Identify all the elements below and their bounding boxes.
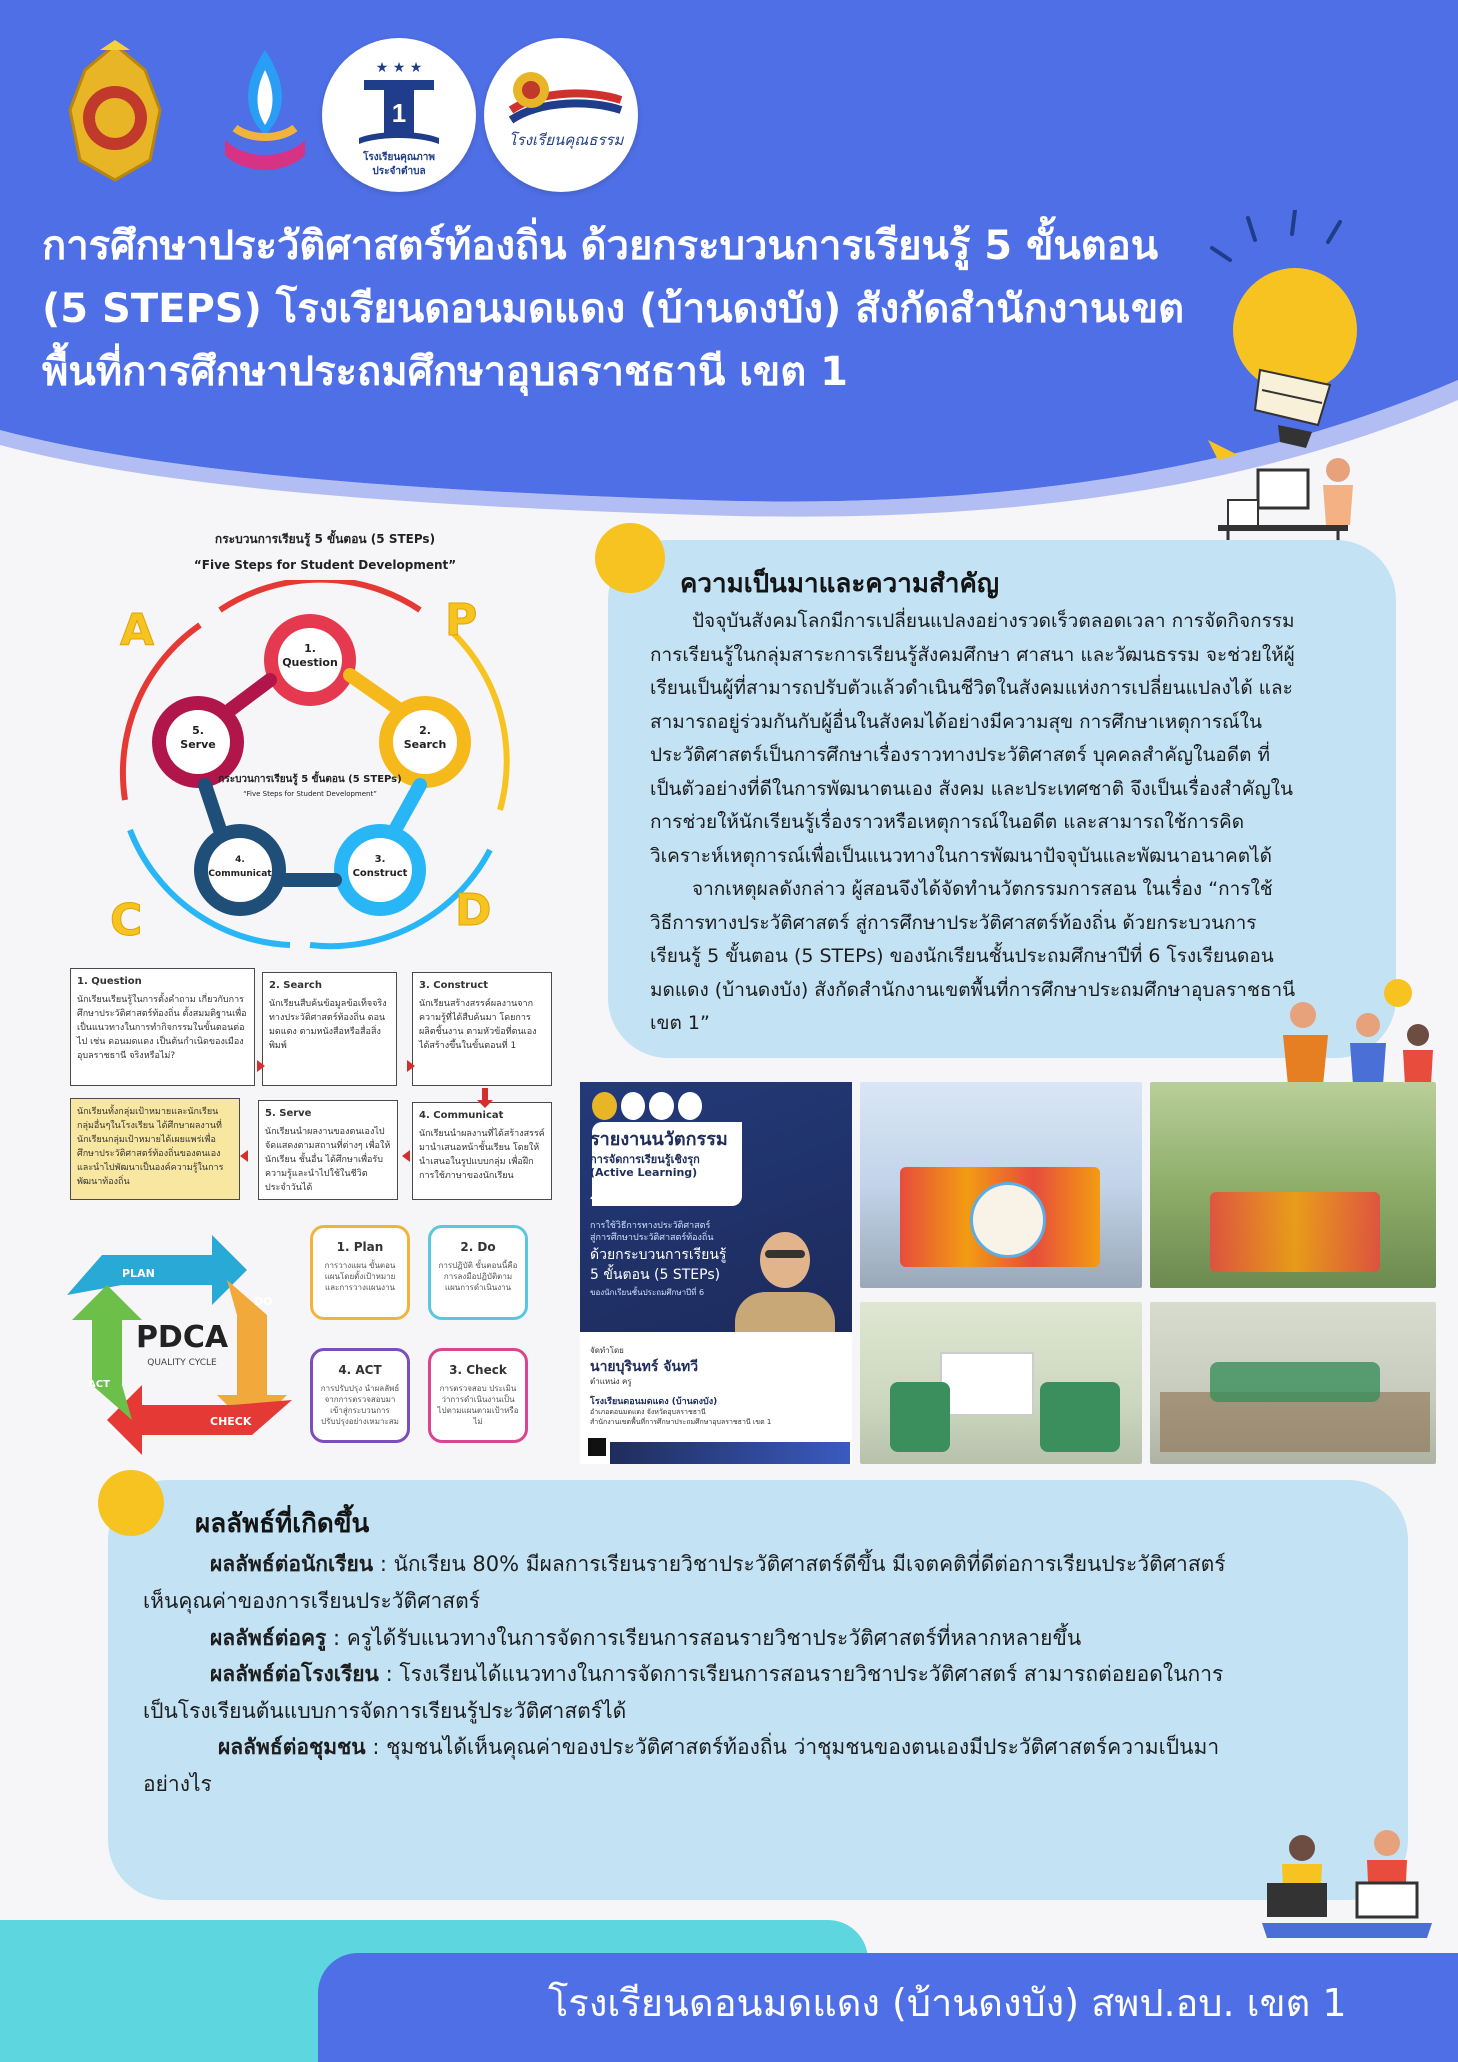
report-desc5: ของนักเรียนชั้นประถมศึกษาปีที่ 6 (590, 1288, 705, 1297)
background-line: การเรียนรู้ในกลุ่มสาระการเรียนรู้สังคมศึกษา ศาสนา และวัฒนธรรม จะช่วยให้ผู้ (650, 643, 1295, 666)
report-subject: รายวิชาประวัติศาสตร์ (590, 1193, 694, 1206)
background-line: ประวัติศาสตร์เป็นการศึกษาเรื่องราวทางประวัติศาสตร์ บุคคลสำคัญในอดีต ที่ (650, 744, 1271, 766)
pdca-brand-sub: QUALITY CYCLE (147, 1358, 217, 1368)
step-box-serve: 5. Serve นักเรียนนำผลงานของตนเองไปจัดแสดงตามสถานที่ต่างๆ เพื่อให้นักเรียน ชั้นอื่น ได้ศึกษาเพื่อรับความรู้และนำไปใช้ในชีวิตประจำวันได้ (258, 1100, 398, 1200)
cycle-center-subtitle: “Five Steps for Student Development” (243, 790, 377, 798)
quality-school-logo-icon (322, 38, 476, 192)
background-line: เรียนเป็นผู้ที่สามารถปรับตัวแล้วดำเนินชีวิตในสังคมแห่งการเปลี่ยนแปลงได้ และ (650, 677, 1293, 699)
background-line: การช่วยให้นักเรียนรู้เรื่องราวหรือเหตุการณ์ในอดีต และสามารถใช้การคิด (650, 811, 1245, 833)
students-laptop-illustration (1262, 1828, 1432, 1938)
qr-code-icon (588, 1438, 606, 1456)
result-teacher-line1: ผลลัพธ์ต่อครู : ครูได้รับแนวทางในการจัดการเรียนการสอนรายวิชาประวัติศาสตร์ที่หลากหลายขึ้น (210, 1626, 1082, 1650)
activity-photo-4 (1150, 1302, 1436, 1464)
step-box-outcome: นักเรียนทั้งกลุ่มเป้าหมายและนักเรียนกลุ่มอื่นๆในโรงเรียน ได้ศึกษาผลงานที่นักเรียนกลุ่มเป้าหมายได้เผยแพร่เพื่อศึกษาประวัติศาสตร์ท้องถิ่นของตนเอง และนำไปพัฒนาเป็นองค์ความรู้ในการพัฒนาท้องถิ่น (70, 1098, 240, 1200)
result-students-line1: ผลลัพธ์ต่อนักเรียน : นักเรียน 80% มีผลการเรียนรายวิชาประวัติศาสตร์ดีขึ้น มีเจตคติที่ดีต่อการเรียนประวัติศาสตร์ (210, 1552, 1226, 1576)
svg-text:★ ★ ★: ★ ★ ★ (375, 60, 423, 76)
result-school-line1: ผลลัพธ์ต่อโรงเรียน : โรงเรียนได้แนวทางในการจัดการเรียนการสอนรายวิชาประวัติศาสตร์ สามารถต่อยอดในการ (210, 1662, 1224, 1686)
report-desc4: 5 ขั้นตอน (5 STEPs) (590, 1267, 721, 1283)
step-box-search: 2. Search นักเรียนสืบค้นข้อมูลข้อเท็จจริงทางประวัติศาสตร์ท้องถิ่น ดอนมดแดง ตามหนังสือหรือสื่อสิ่งพิมพ์ (262, 972, 397, 1086)
background-line: วิเคราะห์เหตุการณ์เพื่อเป็นแนวทางในการพัฒนาปัจจุบันและพัฒนาอนาคตได้ (650, 844, 1272, 867)
cycle-center-title: กระบวนการเรียนรู้ 5 ขั้นตอน (5 STEPs) (218, 774, 402, 785)
pdca-card-act: 4. ACT การปรับปรุง นำผลลัพธ์จากการตรวจสอบมาเข้าสู่กระบวนการปรับปรุงอย่างเหมาะสม (310, 1348, 410, 1443)
steps-diagram-title: กระบวนการเรียนรู้ 5 ขั้นตอน (5 STEPs) (214, 532, 436, 546)
report-desc1: การใช้วิธีการทางประวัติศาสตร์ (590, 1221, 711, 1231)
results-heading: ผลลัพธ์ที่เกิดขึ้น (195, 1509, 370, 1539)
result-community-line2: อย่างไร (143, 1772, 212, 1796)
title-line-2: (5 STEPS) โรงเรียนดอนมดแดง (บ้านดงบัง) สังกัดสำนักงานเขต (42, 286, 1185, 332)
result-school-line2: เป็นโรงเรียนต้นแบบการจัดการเรียนรู้ประวัติศาสตร์ได้ (143, 1699, 627, 1723)
pdca-card-check: 3. Check การตรวจสอบ ประเมินว่าการดำเนินงานเป็นไปตามแผนตามเป้าหรือไม่ (428, 1348, 528, 1443)
pdca-cycle-diagram (62, 1225, 302, 1465)
report-desc3: ด้วยกระบวนการเรียนรู้ (590, 1247, 727, 1263)
background-heading: ความเป็นมาและความสำคัญ (680, 569, 1000, 599)
background-line: เป็นตัวอย่างที่ดีในการพัฒนาตนเอง สังคม และประเทศชาติ จึงเป็นเรื่องสำคัญใน (650, 777, 1293, 800)
result-students-line2: เห็นคุณค่าของการเรียนประวัติศาสตร์ (143, 1589, 481, 1613)
report-sub2: (Active Learning) (590, 1166, 698, 1179)
step-box-question: 1. Question นักเรียนเรียนรู้ในการตั้งคำถาม เกี่ยวกับการศึกษาประวัติศาสตร์ท้องถิ่น ตั้งสมมติฐานเพื่อเป็นแนวทางในการทำกิจกรรมในขั้นตอนต่อไป เช่น ดอนมดแดง เป็นต้นกำเนิดของเมืองอุบลราชธานี จริงหรือไม่? (70, 968, 255, 1086)
activity-photo-1 (860, 1082, 1142, 1288)
step-node-question: 1. Question (282, 642, 338, 669)
pdca-arrow-do: DO (254, 1295, 273, 1308)
moral-school-logo-icon (484, 38, 638, 192)
letter-c: C (110, 895, 143, 946)
activity-photo-3 (860, 1302, 1142, 1464)
pdca-brand: PDCA (135, 1320, 229, 1355)
svg-text:โรงเรียนคุณภาพ: โรงเรียนคุณภาพ (363, 152, 435, 163)
letter-p: P (445, 595, 478, 646)
report-by-label: จัดทำโดย (590, 1346, 624, 1355)
background-line: วิธีการทางประวัติศาสตร์ สู่การศึกษาประวัติศาสตร์ท้องถิ่น ด้วยกระบวนการ (650, 911, 1257, 934)
step-node-construct: 3. Construct (352, 854, 408, 879)
people-idea-illustration (1268, 975, 1438, 1085)
steps-diagram-subtitle: “Five Steps for Student Development” (193, 558, 457, 572)
title-line-3: พื้นที่การศึกษาประถมศึกษาอุบลราชธานี เขต 1 (42, 349, 848, 395)
step-node-search: 2. Search (403, 724, 447, 751)
svg-text:ประจำตำบล: ประจำตำบล (372, 166, 426, 177)
step-box-construct: 3. Construct นักเรียนสร้างสรรค์ผลงานจากความรู้ที่ได้สืบค้นมา โดยการผลิตชิ้นงาน ตามหัวข้อที่ตนเองได้สร้างขึ้นในขั้นตอนที่ 1 (412, 972, 552, 1086)
report-office: สำนักงานเขตพื้นที่การศึกษาประถมศึกษาอุบลราชธานี เขต 1 (590, 1418, 772, 1426)
activity-photo-2 (1150, 1082, 1436, 1288)
background-line: เรียนรู้ 5 ขั้นตอน (5 STEPs) ของนักเรียนชั้นประถมศึกษาปีที่ 6 โรงเรียนดอน (650, 945, 1274, 967)
footer-school-name: โรงเรียนดอนมดแดง (บ้านดงบัง) สพป.อบ. เขต 1 (548, 1981, 1347, 2025)
background-line: มดแดง (บ้านดงบัง) สังกัดสำนักงานเขตพื้นที่การศึกษาประถมศึกษาอุบลราชธานี (650, 978, 1296, 1001)
pdca-card-do: 2. Do การปฏิบัติ ขั้นตอนนี้คือการลงมือปฏิบัติตามแผนการดำเนินงาน (428, 1225, 528, 1320)
city-skyline-strip (610, 1442, 850, 1464)
background-line: ปัจจุบันสังคมโลกมีการเปลี่ยนแปลงอย่างรวดเร็วตลอดเวลา การจัดกิจกรรม (692, 610, 1295, 632)
report-district: อำเภอดอนมดแดง จังหวัดอุบลราชธานี (590, 1408, 706, 1416)
five-steps-cycle-diagram (100, 580, 540, 960)
letter-a: A (120, 605, 155, 656)
svg-text:1: 1 (391, 98, 407, 128)
background-line: เขต 1” (650, 1012, 710, 1034)
svg-text:โรงเรียนคุณธรรม: โรงเรียนคุณธรรม (508, 131, 624, 149)
background-line: สามารถอยู่ร่วมกันกับผู้อื่นในสังคมได้อย่างมีความสุข การศึกษาเหตุการณ์ใน (650, 710, 1262, 733)
background-card-dot (595, 523, 665, 593)
result-community-line1: ผลลัพธ์ต่อชุมชน : ชุมชนได้เห็นคุณค่าของประวัติศาสตร์ท้องถิ่น ว่าชุมชนของตนเองมีประวัติศาสตร์ความเป็นมา (218, 1735, 1220, 1759)
pdca-arrow-act: ACT (88, 1379, 110, 1390)
results-card-dot (98, 1470, 164, 1536)
report-title: รายงานนวัตกรรม (590, 1129, 728, 1150)
step-box-arrows (60, 1060, 560, 1200)
obec-emblem-icon (40, 40, 190, 190)
background-line: จากเหตุผลดังกล่าว ผู้สอนจึงได้จัดทำนวัตกรรมการสอน ในเรื่อง “การใช้ (692, 878, 1273, 900)
pdca-card-plan: 1. Plan การวางแผน ขั้นตอนแผนโดยตั้งเป้าหมายและการวางแผนงาน (310, 1225, 410, 1320)
pdca-arrow-check: CHECK (210, 1415, 252, 1428)
report-desc2: สู่การศึกษาประวัติศาสตร์ท้องถิ่น (590, 1233, 714, 1243)
step-node-serve: 5. Serve (180, 724, 216, 751)
report-cover (580, 1082, 852, 1464)
title-line-1: การศึกษาประวัติศาสตร์ท้องถิ่น ด้วยกระบวนการเรียนรู้ 5 ขั้นตอน (42, 223, 1159, 269)
ubon-education-logo-icon (190, 40, 340, 190)
step-box-communicate: 4. Communicat นักเรียนนำผลงานที่ได้สร้างสรรค์ มานำเสนอหน้าชั้นเรียน โดยให้นำเสนอในรูปแบบกลุ่ม เพื่อฝึกการใช้ภาษาของนักเรียน (412, 1102, 552, 1200)
step-node-communicate: 4. Communicat (208, 855, 272, 879)
report-author: นายบุรินทร์ จันทวี (590, 1359, 699, 1375)
pdca-arrow-plan: PLAN (122, 1267, 155, 1280)
report-position: ตำแหน่ง ครู (590, 1377, 632, 1386)
letter-d: D (455, 885, 492, 936)
report-school: โรงเรียนดอนมดแดง (บ้านดงบัง) (590, 1397, 718, 1407)
report-sub1: การจัดการเรียนรู้เชิงรุก (590, 1153, 700, 1166)
